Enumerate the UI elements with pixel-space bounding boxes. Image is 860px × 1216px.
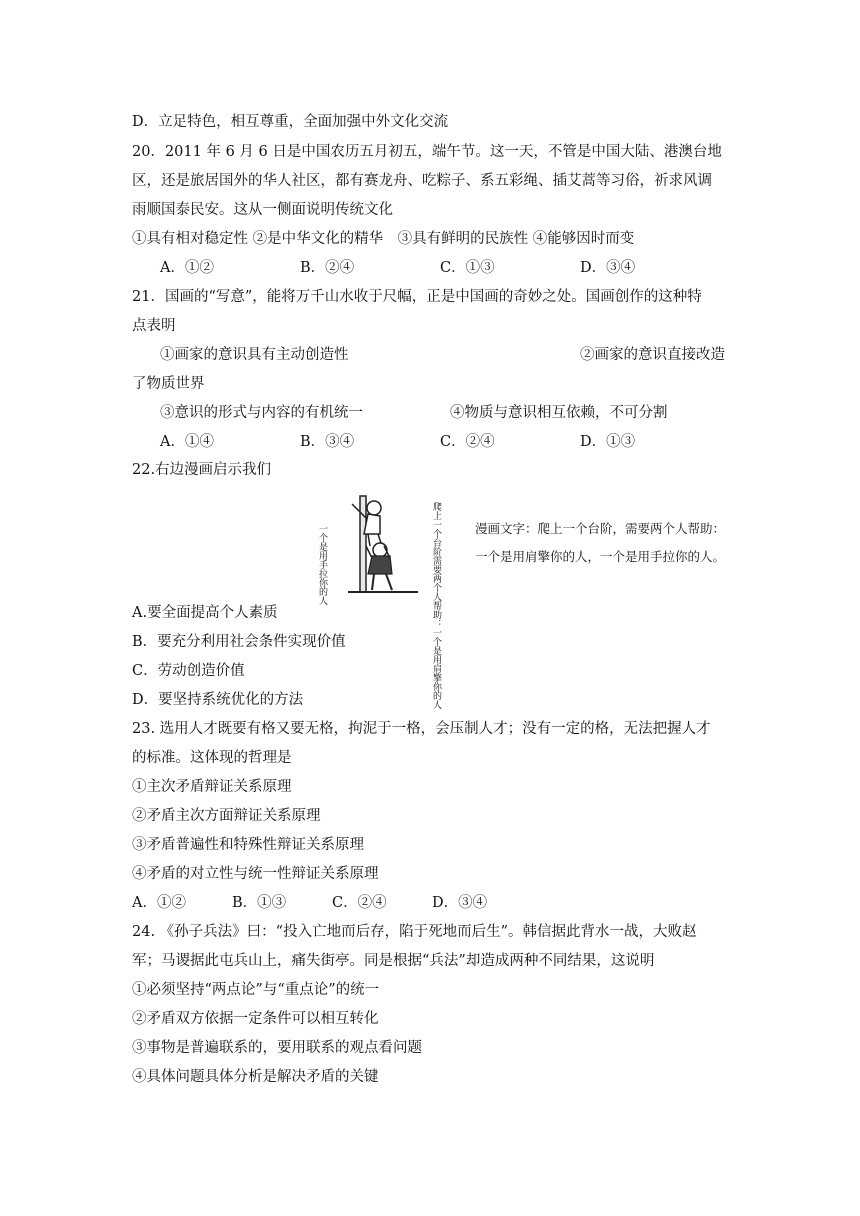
question-24-text: 24. 《孙子兵法》曰：“投入亡地而后存，陷于死地而后生”。韩信据此背水一战，大败赵 <box>132 924 697 940</box>
option-b: B．②④ <box>300 260 355 276</box>
option-b: B．③④ <box>300 434 355 450</box>
option-a: A．①② <box>132 895 186 911</box>
question-20-text: 20．2011 年 6 月 6 日是中国农历五月初五，端午节。这一天，不管是中国大陆、港澳台地 <box>132 144 722 160</box>
question-21-statements: ③意识的形式与内容的有机统一 ④物质与意识相互依赖，不可分割 <box>160 405 668 421</box>
question-23-statement-2: ②矛盾主次方面辩证关系原理 <box>132 808 321 824</box>
question-24-statement-2: ②矛盾双方依据一定条件可以相互转化 <box>132 1011 379 1027</box>
question-23-options <box>132 893 692 913</box>
question-22-option-a: A.要全面提高个人素质 <box>132 605 278 621</box>
cartoon-caption: 漫画文字：爬上一个台阶，需要两个人帮助： <box>475 521 726 536</box>
question-22-option-c: C．劳动创造价值 <box>132 663 245 679</box>
option-c: C．①③ <box>440 260 495 276</box>
option-d: D．①③ <box>580 434 636 450</box>
question-22-text: 22.右边漫画启示我们 <box>132 462 272 478</box>
answer-option-d-prev: D．立足特色，相互尊重，全面加强中外文化交流 <box>132 114 449 130</box>
cartoon-handwriting-left: 一个是用手拉你的人 <box>317 524 327 605</box>
question-22-option-b: B．要充分利用社会条件实现价值 <box>132 634 346 650</box>
question-21-text: 21．国画的“写意”，能将万千山水收于尺幅，正是中国画的奇妙之处。国画创作的这种特 <box>132 289 702 305</box>
option-c: C．②④ <box>332 895 387 911</box>
option-c: C．②④ <box>440 434 495 450</box>
question-21-text: 点表明 <box>132 318 176 334</box>
question-21-statement-2-cont: 了物质世界 <box>132 376 205 392</box>
option-d: D．③④ <box>432 895 488 911</box>
question-24-statement-3: ③事物是普遍联系的，要用联系的观点看问题 <box>132 1040 422 1056</box>
question-21-statement-2: ②画家的意识直接改造 <box>580 347 725 363</box>
question-23-statement-4: ④矛盾的对立性与统一性辩证关系原理 <box>132 866 379 882</box>
cartoon-image <box>308 488 460 709</box>
question-23-statement-3: ③矛盾普遍性和特殊性辩证关系原理 <box>132 837 364 853</box>
question-20-options <box>160 258 720 278</box>
option-a: A．①② <box>160 260 214 276</box>
question-23-text: 23. 选用人才既要有格又要无格，拘泥于一格，会压制人才；没有一定的格，无法把握人才 <box>132 721 711 737</box>
question-21-options <box>160 432 720 452</box>
option-b: B．①③ <box>232 895 287 911</box>
question-24-statement-1: ①必须坚持“两点论”与“重点论”的统一 <box>132 982 380 998</box>
question-21-statement-1: ①画家的意识具有主动创造性 <box>160 347 349 363</box>
option-d: D．③④ <box>580 260 636 276</box>
option-a: A．①④ <box>160 434 214 450</box>
cartoon-handwriting-right: 爬上一个台阶需要两个人帮助：一个是用肩擎你的人 <box>431 502 441 709</box>
question-23-text: 的标准。这体现的哲理是 <box>132 750 292 766</box>
question-24-statement-4: ④具体问题具体分析是解决矛盾的关键 <box>132 1069 379 1085</box>
question-22-option-d: D．要坚持系统优化的方法 <box>132 692 304 708</box>
question-20-statements: ①具有相对稳定性 ②是中华文化的精华 ③具有鲜明的民族性 ④能够因时而变 <box>132 231 635 247</box>
cartoon-caption: 一个是用肩擎你的人，一个是用手拉你的人。 <box>475 549 726 564</box>
question-20-text: 雨顺国泰民安。这从一侧面说明传统文化 <box>132 202 393 218</box>
question-24-text: 军；马谡据此屯兵山上，痛失街亭。同是根据“兵法”却造成两种不同结果，这说明 <box>132 953 655 969</box>
question-23-statement-1: ①主次矛盾辩证关系原理 <box>132 779 292 795</box>
question-20-text: 区，还是旅居国外的华人社区，都有赛龙舟、吃粽子、系五彩绳、插艾蒿等习俗，祈求风调 <box>132 173 712 189</box>
